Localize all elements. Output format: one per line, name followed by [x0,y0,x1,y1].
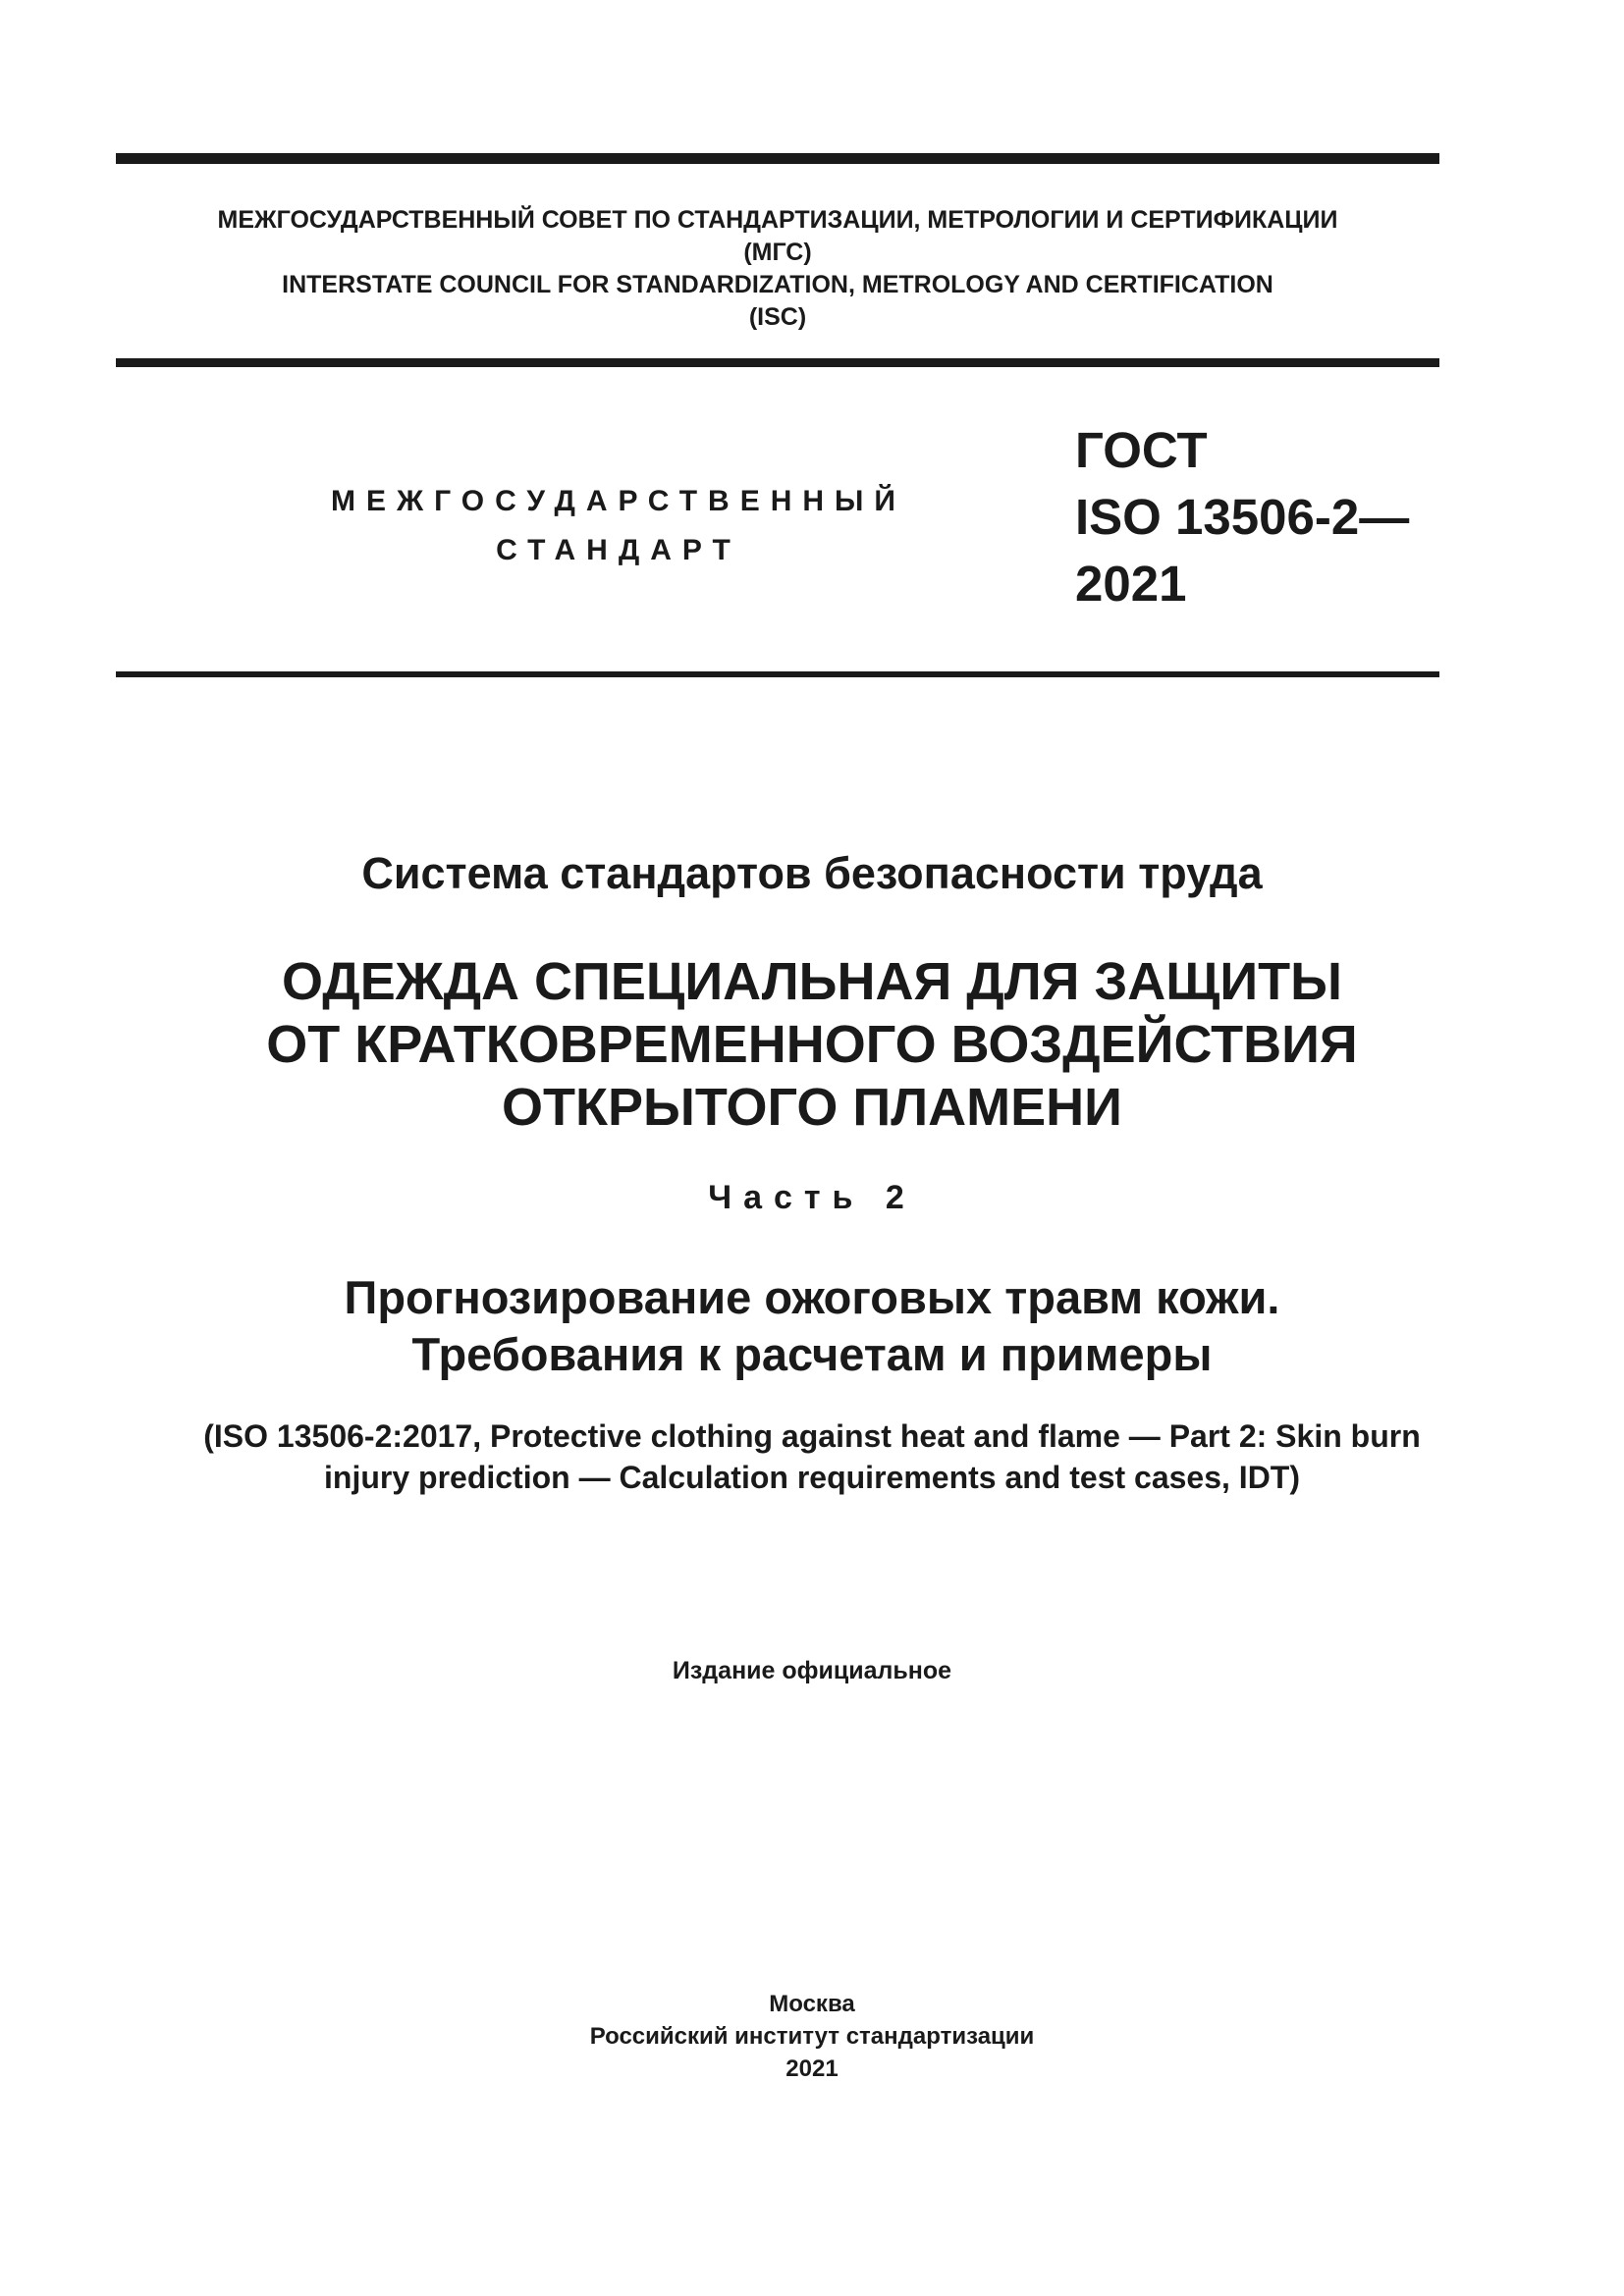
council-abbr-en: (ISC) [748,303,807,331]
top-rule [116,153,1439,164]
main-title-line1: ОДЕЖДА СПЕЦИАЛЬНАЯ ДЛЯ ЗАЩИТЫ [282,952,1342,1011]
designation-line1: ГОСТ [1075,422,1208,478]
iso-reference [0,1415,1624,1498]
iso-reference-line2: injury prediction — Calculation requirements and test cases, IDT) [324,1460,1300,1495]
main-title-line3: ОТКРЫТОГО ПЛАМЕНИ [502,1078,1122,1137]
council-name-ru: МЕЖГОСУДАРСТВЕННЫЙ СОВЕТ ПО СТАНДАРТИЗАЦИИ, МЕТРОЛОГИИ И СЕРТИФИКАЦИИ [217,206,1338,234]
standard-designation [1075,417,1429,617]
subtitle-line2: Требования к расчетам и примеры [411,1328,1213,1380]
designation-line2: ISO 13506-2— [1075,489,1410,545]
council-header [116,204,1439,334]
imprint-city: Москва [769,1991,855,2017]
imprint-year: 2021 [785,2056,839,2082]
main-title-line2: ОТ КРАТКОВРЕМЕННОГО ВОЗДЕЙСТВИЯ [266,1015,1358,1074]
standard-type-label [295,477,943,575]
standard-type-line1: МЕЖГОСУДАРСТВЕННЫЙ [331,485,906,517]
middle-rule [116,358,1439,367]
council-abbr-ru: (МГС) [743,239,812,266]
subtitle-line1: Прогнозирование ожоговых травм кожи. [344,1271,1280,1323]
standard-type-line2: СТАНДАРТ [496,534,741,566]
council-name-en: INTERSTATE COUNCIL FOR STANDARDIZATION, METROLOGY AND CERTIFICATION [282,271,1273,298]
edition-note: Издание официальное [672,1657,952,1684]
publisher-imprint [0,1988,1624,2085]
part-subtitle [0,1269,1624,1383]
main-title [0,950,1624,1139]
part-label: Часть 2 [708,1179,916,1216]
bottom-rule [116,671,1439,677]
designation-line3: 2021 [1075,556,1187,612]
imprint-publisher: Российский институт стандартизации [589,2023,1035,2050]
iso-reference-line1: (ISO 13506-2:2017, Protective clothing against heat and flame — Part 2: Skin burn [203,1418,1421,1454]
series-title: Система стандартов безопасности труда [361,848,1263,898]
